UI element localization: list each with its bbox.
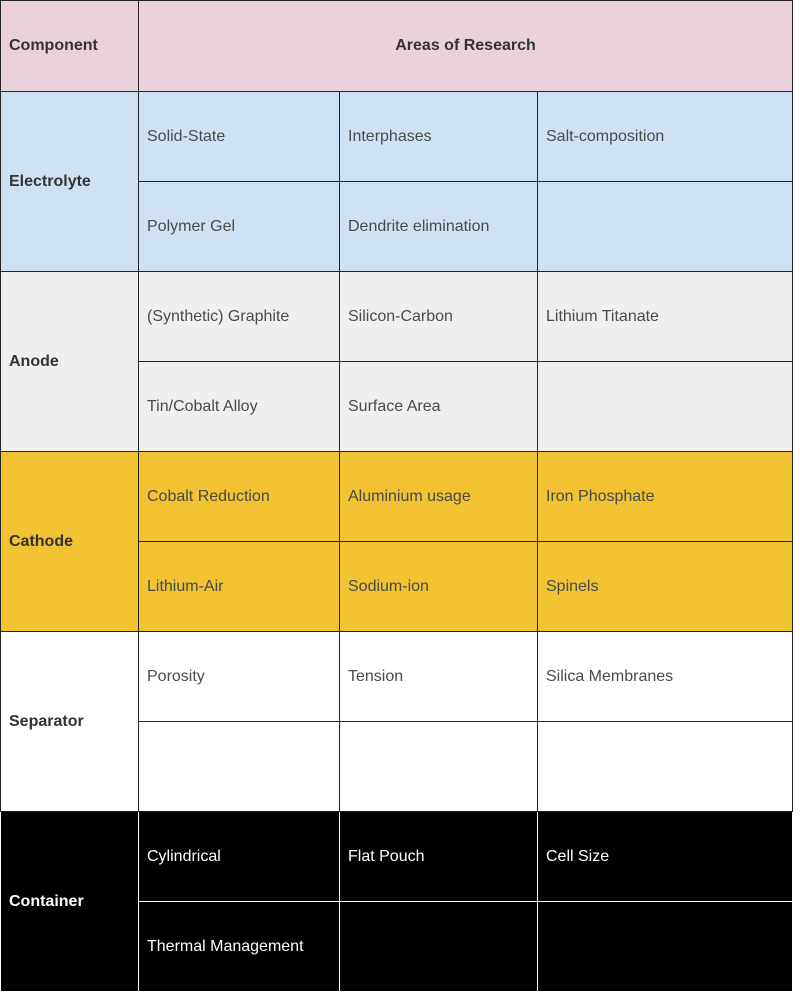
research-cell: Silicon-Carbon — [340, 272, 538, 362]
container-row-1 — [1, 812, 793, 902]
component-header: Component — [1, 1, 139, 92]
research-cell: Silica Membranes — [538, 632, 793, 722]
component-electrolyte: Electrolyte — [1, 92, 139, 272]
research-cell: Aluminium usage — [340, 452, 538, 542]
research-cell: Tin/Cobalt Alloy — [139, 362, 340, 452]
research-cell: Thermal Management — [139, 902, 340, 992]
research-cell: Spinels — [538, 542, 793, 632]
research-cell — [538, 902, 793, 992]
research-cell: (Synthetic) Graphite — [139, 272, 340, 362]
research-cell: Interphases — [340, 92, 538, 182]
component-separator: Separator — [1, 632, 139, 812]
research-cell: Cell Size — [538, 812, 793, 902]
research-cell — [340, 902, 538, 992]
component-cathode: Cathode — [1, 452, 139, 632]
research-cell: Tension — [340, 632, 538, 722]
research-cell: Lithium Titanate — [538, 272, 793, 362]
component-container: Container — [1, 812, 139, 992]
electrolyte-row-1 — [1, 92, 793, 182]
research-cell: Dendrite elimination — [340, 182, 538, 272]
research-cell — [340, 722, 538, 812]
research-cell — [538, 182, 793, 272]
research-cell: Porosity — [139, 632, 340, 722]
research-cell: Salt-composition — [538, 92, 793, 182]
research-cell: Lithium-Air — [139, 542, 340, 632]
research-cell: Cobalt Reduction — [139, 452, 340, 542]
research-cell: Cylindrical — [139, 812, 340, 902]
research-cell: Sodium-ion — [340, 542, 538, 632]
research-cell: Flat Pouch — [340, 812, 538, 902]
research-cell — [538, 722, 793, 812]
areas-header: Areas of Research — [139, 1, 793, 92]
research-cell — [538, 362, 793, 452]
component-anode: Anode — [1, 272, 139, 452]
research-cell — [139, 722, 340, 812]
cathode-row-1 — [1, 452, 793, 542]
header-row — [1, 1, 793, 92]
anode-row-1 — [1, 272, 793, 362]
separator-row-1 — [1, 632, 793, 722]
research-cell: Polymer Gel — [139, 182, 340, 272]
research-cell: Surface Area — [340, 362, 538, 452]
research-cell: Iron Phosphate — [538, 452, 793, 542]
research-cell: Solid-State — [139, 92, 340, 182]
